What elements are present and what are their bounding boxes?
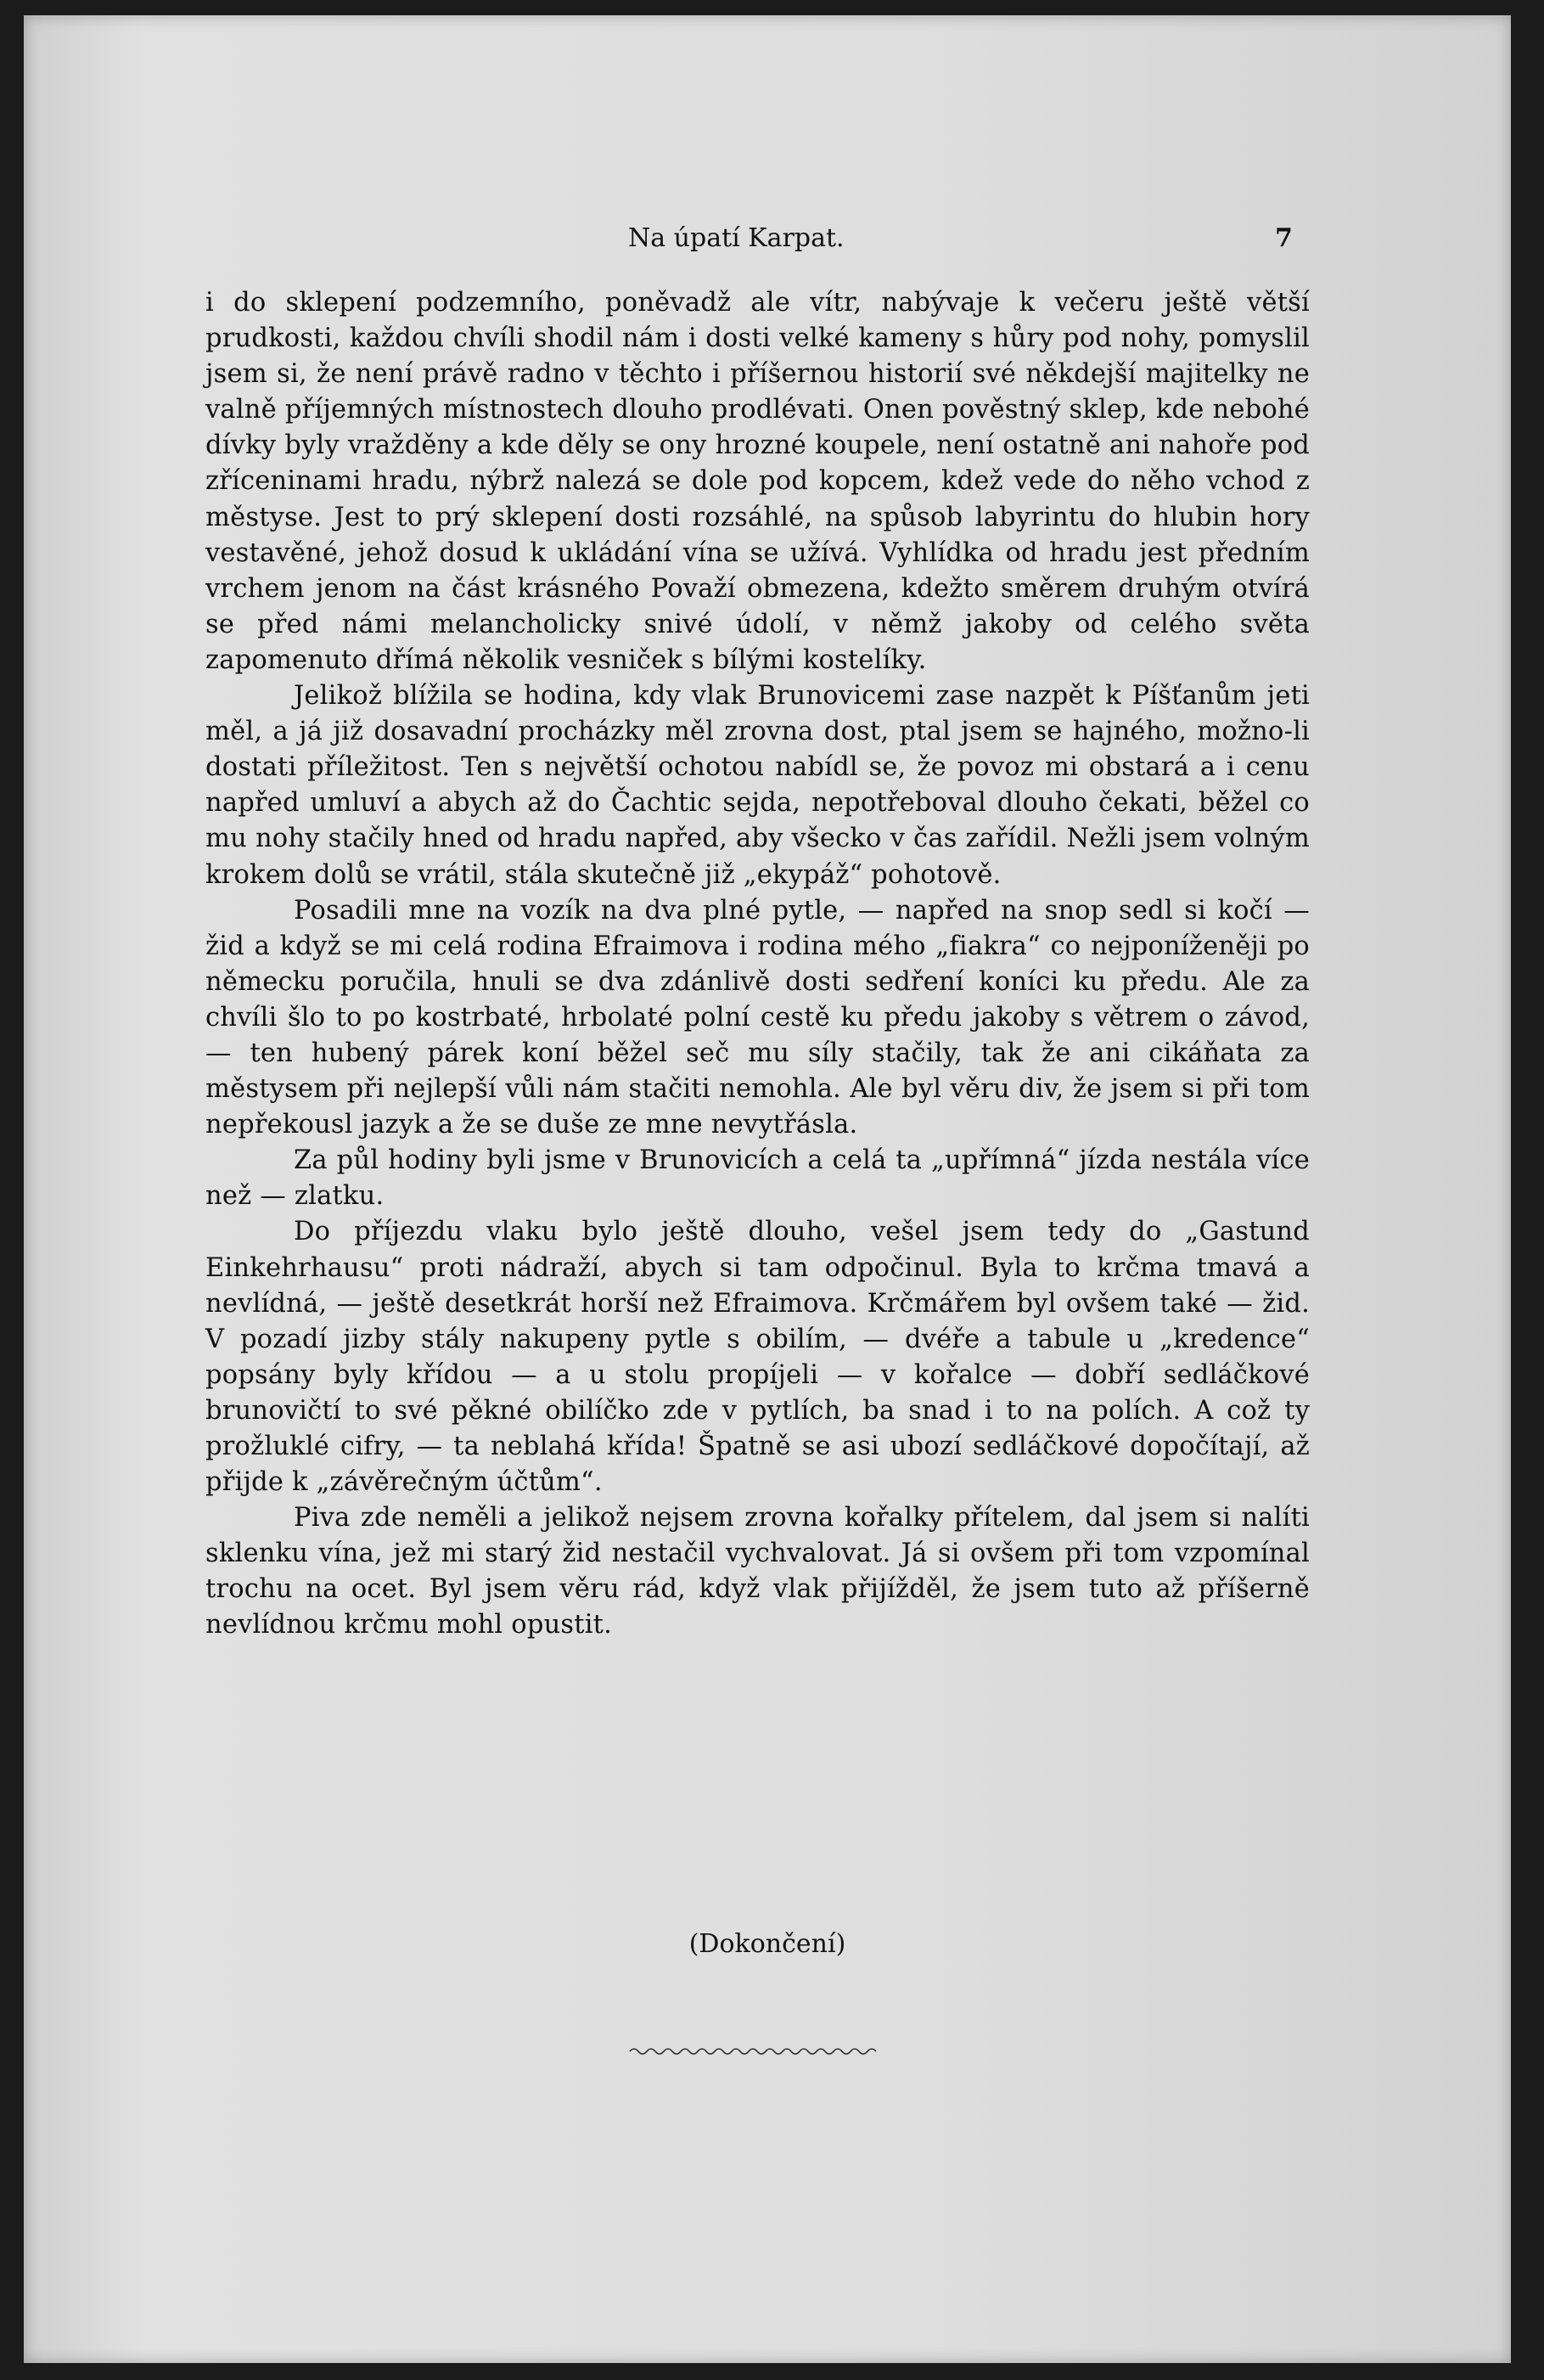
- body-text: [205, 285, 1310, 1644]
- closing-note: (Dokončení): [688, 1929, 846, 1959]
- paragraph-2: Jelikož blížila se hodina, kdy vlak Brunovicemi zase nazpět k Píšťanům jeti měl, a já již dosavadní procházky měl zrovna dost, ptal jsem se hajného, možno-li dostati příležitost. Ten s největší ochotou nabídl se, že povoz mi obstará a i cenu napřed umluví a abych až do Čachtic sejda, nepotřeboval dlouho čekati, běžel co mu nohy stačily hned od hradu napřed, aby všecko v čas zařídil. Nežli jsem volným krokem dolů se vrátil, stála skutečně již „ekypáž“ pohotově.: [205, 681, 1310, 890]
- paragraph-1: i do sklepení podzemního, poněvadž ale vítr, nabývaje k večeru ještě větší prudkosti, každou chvíli shodil nám i dosti velké kameny s hůry pod nohy, pomyslil jsem si, že není právě radno v těchto i příšernou historií své někdejší majitelky ne valně příjemných místnostech dlouho prodlévati. Onen pověstný sklep, kde nebohé dívky byly vražděny a kde děly se ony hrozné koupele, není ostatně ani nahoře pod zříceninami hradu, nýbrž nalezá se dole pod kopcem, kdež vede do něho vchod z městyse. Jest to prý sklepení dosti rozsáhlé, na spůsob labyrintu do hlubin hory vestavěné, jehož dosud k ukládání vína se užívá. Vyhlídka od hradu jest předním vrchem jenom na část krásného Považí obmezena, kdežto směrem druhým otvírá se před námi melancholicky snivé údolí, v němž jakoby od celého světa zapomenuto dřímá několik vesniček s bílými kostelíky.: [205, 288, 1310, 675]
- page-header: [24, 223, 1511, 257]
- wavy-rule-ornament-icon: [628, 2043, 883, 2060]
- book-page: [24, 15, 1511, 2363]
- paragraph-5: Do příjezdu vlaku bylo ještě dlouho, vešel jsem tedy do „Gastund Einkehrhausu“ proti nádraží, abych si tam odpočinul. Byla to krčma tmavá a nevlídná, — ještě desetkrát horší než Efraimova. Krčmářem byl ovšem také — žid. V pozadí jizby stály nakupeny pytle s obilím, — dvéře a tabule u „kredence“ popsány byly křídou — a u stolu propíjeli — v kořalce — dobří sedláčkové brunovičtí to své pěkné obilíčko zde v pytlích, ba snad i to na polích. A což ty prožluklé cifry, — ta neblahá křída! Špatně se asi ubozí sedláčkové dopočítají, až přijde k „závěrečným účtům“.: [205, 1217, 1310, 1498]
- running-title: Na úpatí Karpat.: [628, 223, 845, 253]
- paragraph-3: Posadili mne na vozík na dva plné pytle, — napřed na snop sedl si kočí — žid a když se mi celá rodina Efraimova i rodina mého „fiakra“ co nejponíženěji po německu poručila, hnuli se dva zdánlivě dosti sedření koníci ku předu. Ale za chvíli šlo to po kostrbaté, hrbolaté polní cestě ku předu jakoby s větrem o závod, — ten hubený párek koní běžel seč mu síly stačily, tak že ani cikáňata za městysem při nejlepší vůli nám stačiti nemohla. Ale byl věru div, že jsem si při tom nepřekousl jazyk a že se duše ze mne nevytřásla.: [205, 895, 1310, 1140]
- paragraph-6: Piva zde neměli a jelikož nejsem zrovna kořalky přítelem, dal jsem si nalíti sklenku vína, jež mi starý žid nestačil vychvalovat. Já si ovšem při tom vzpomínal trochu na ocet. Byl jsem věru rád, když vlak přijížděl, že jsem tuto až příšerně nevlídnou krčmu mohl opustit.: [205, 1503, 1310, 1640]
- page-number: 7: [1275, 223, 1293, 253]
- paragraph-4: Za půl hodiny byli jsme v Brunovicích a celá ta „upřímná“ jízda nestála více než — zlatku.: [205, 1145, 1310, 1212]
